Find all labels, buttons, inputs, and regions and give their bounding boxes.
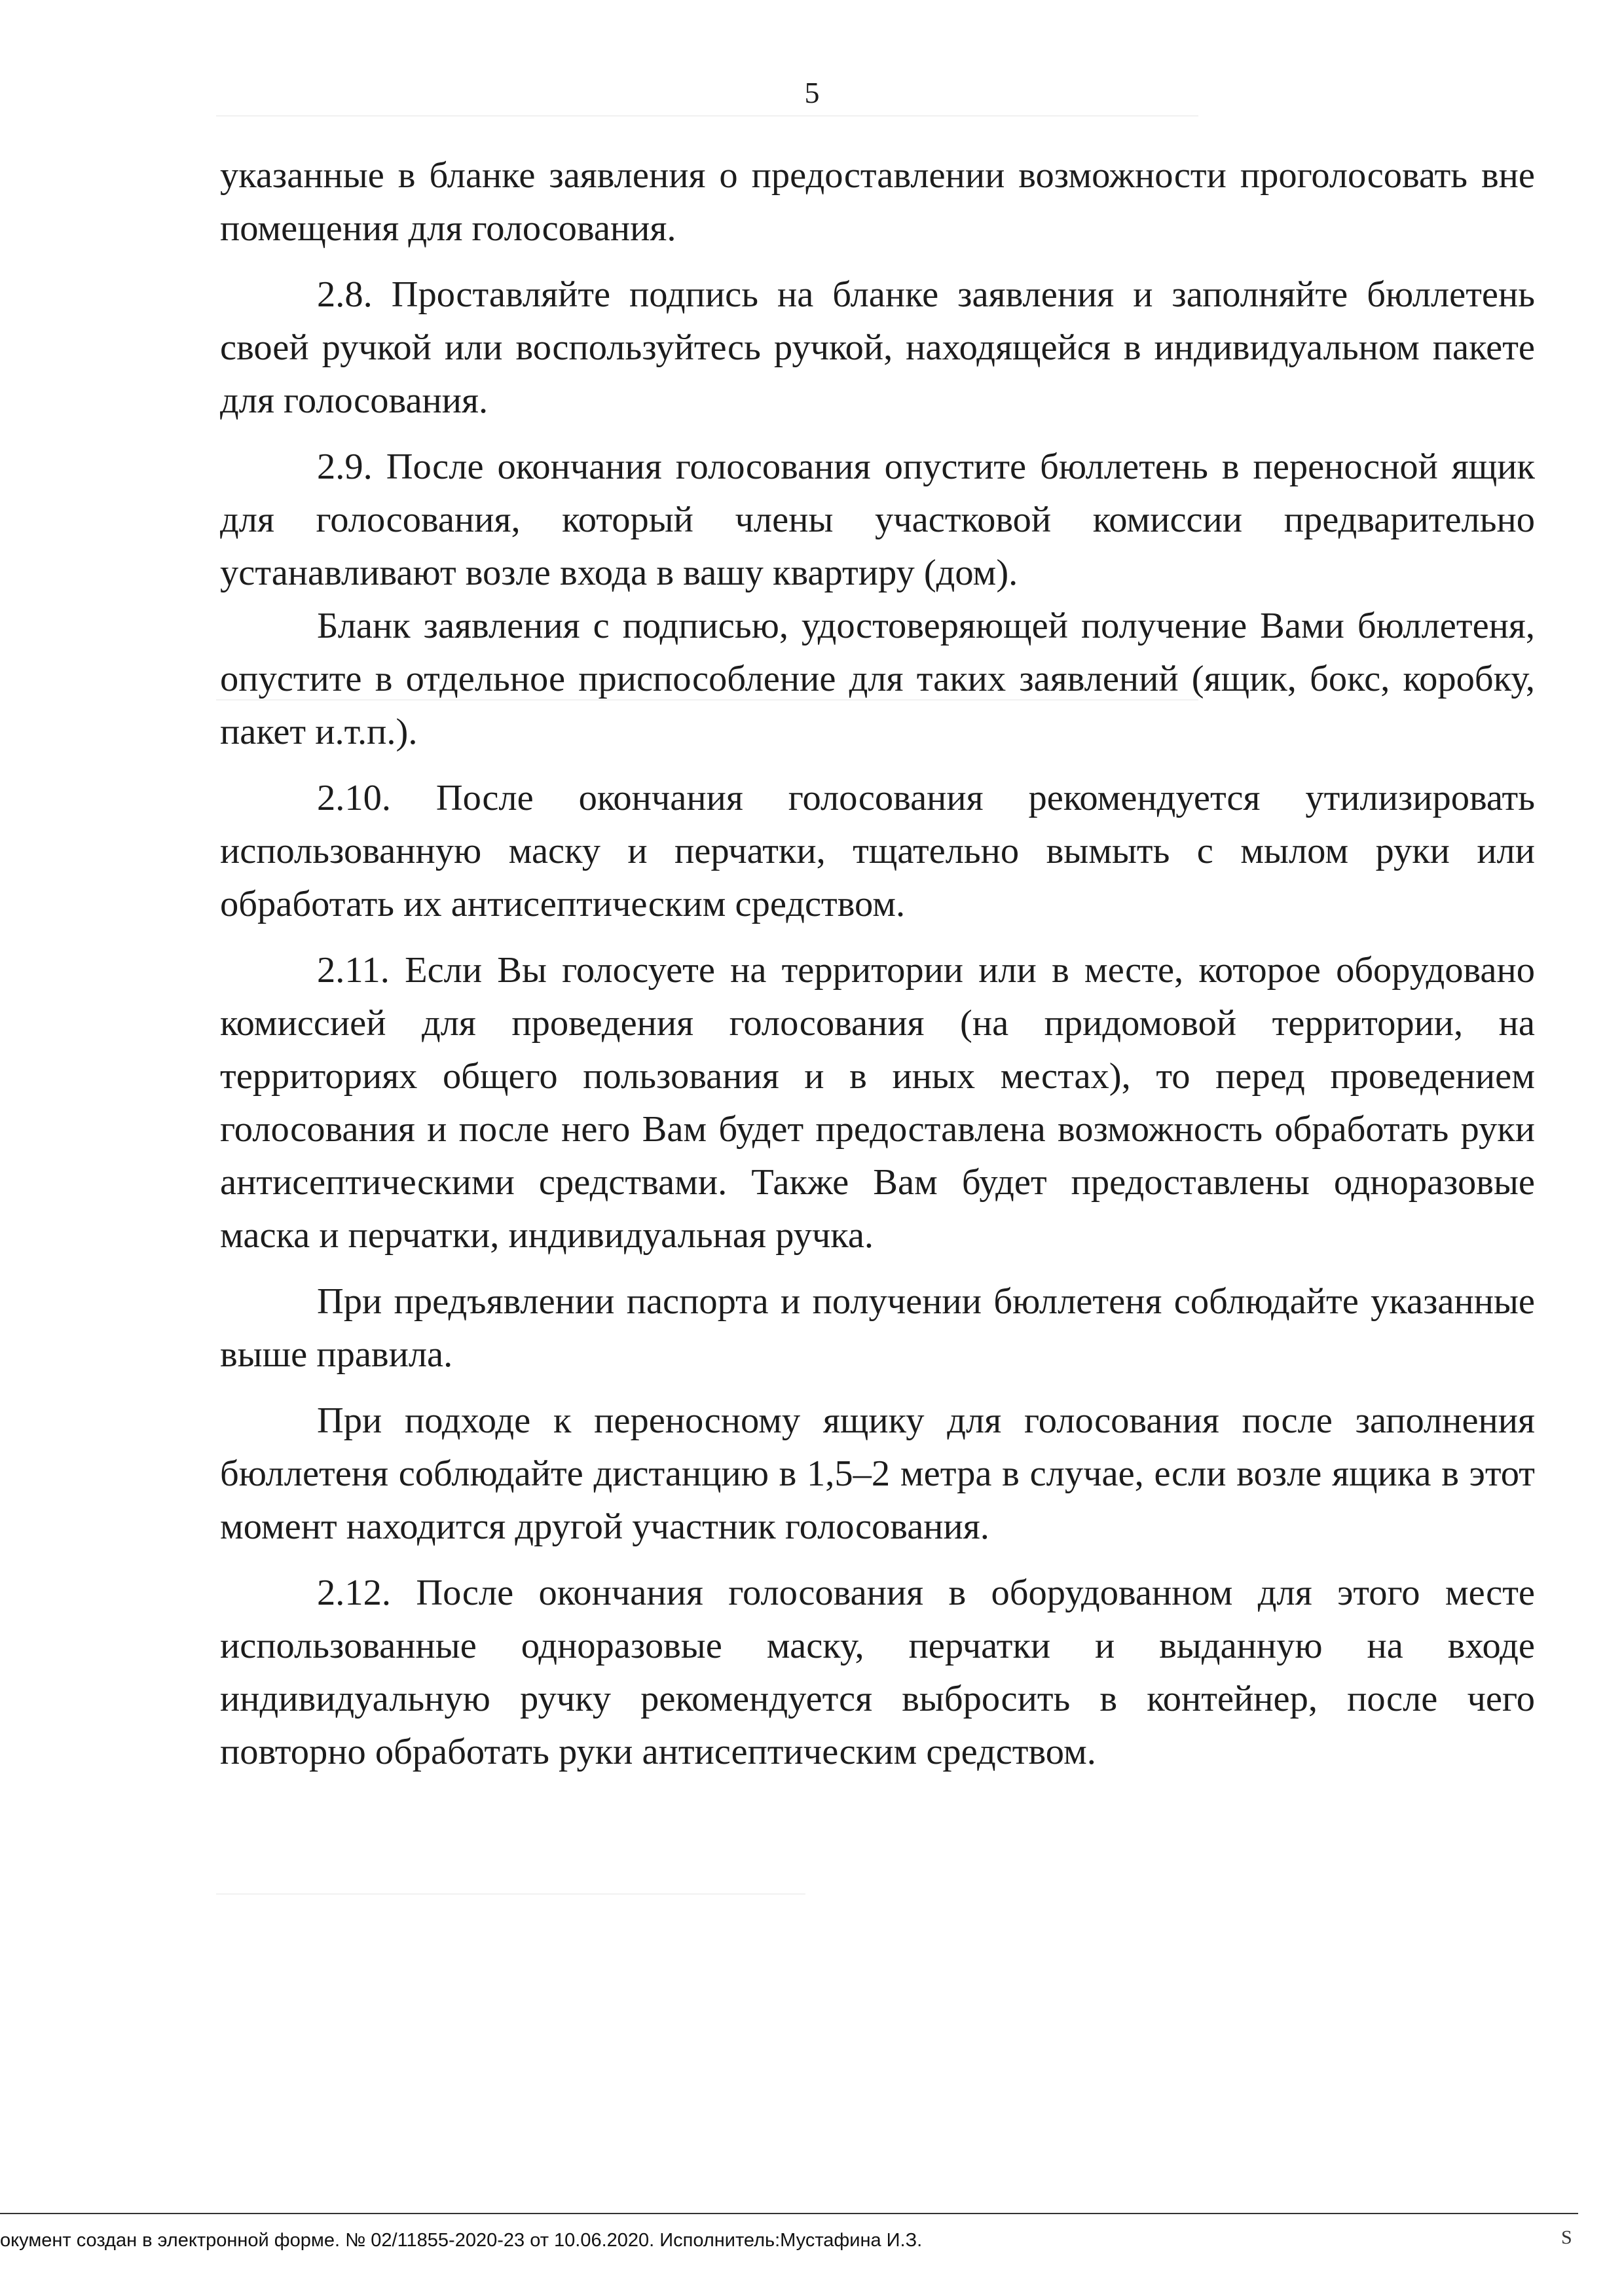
paragraph-distance: При подходе к переносному ящику для голосования после заполнения бюллетеня соблюдайте дистанцию в 1,5–2 метра в случае, если возле ящика в этот момент находится другой участник голосования. bbox=[220, 1400, 1535, 1547]
paragraph-passport: При предъявлении паспорта и получении бюллетеня соблюдайте указанные выше правила. bbox=[220, 1281, 1535, 1375]
scan-artifact-line bbox=[216, 115, 1198, 117]
page-number: 5 bbox=[804, 76, 820, 109]
paragraph-blank-zayavleniya: Бланк заявления с подписью, удостоверяющей получение Вами бюллетеня, опустите в отдельное приспособление для таких заявлений (ящик, бокс, коробку, пакет и.т.п.). bbox=[220, 606, 1535, 752]
footer-divider bbox=[0, 2213, 1578, 2214]
electronic-document-footer: окумент создан в электронной форме. № 02/11855-2020-23 от 10.06.2020. Исполнитель:Мустафина И.З. bbox=[0, 2230, 923, 2251]
paragraph-2-8: 2.8. Проставляйте подпись на бланке заявления и заполняйте бюллетень своей ручкой или воспользуйтесь ручкой, находящейся в индивидуальном пакете для голосования. bbox=[220, 274, 1535, 421]
document-body bbox=[220, 149, 1535, 1779]
paragraph-2-9: 2.9. После окончания голосования опустите бюллетень в переносной ящик для голосования, который члены участковой комиссии предварительно устанавливают возле входа в вашу квартиру (дом). bbox=[220, 446, 1535, 593]
paragraph-2-10: 2.10. После окончания голосования рекомендуется утилизировать использованную маску и перчатки, тщательно вымыть с мылом руки или обработать их антисептическим средством. bbox=[220, 778, 1535, 924]
scan-artifact-line bbox=[216, 1893, 805, 1895]
paragraph-2-12: 2.12. После окончания голосования в оборудованном для этого месте использованные одноразовые маску, перчатки и выданную на входе индивидуальную ручку рекомендуется выбросить в контейнер, после чего повторно обработать руки антисептическим средством. bbox=[220, 1573, 1535, 1772]
paragraph-continuation: указанные в бланке заявления о предоставлении возможности проголосовать вне помещения для голосования. bbox=[220, 155, 1535, 249]
paragraph-2-11: 2.11. Если Вы голосуете на территории или в месте, которое оборудовано комиссией для проведения голосования (на придомовой территории, на территориях общего пользования и в иных местах), то перед проведением голосования и после него Вам будет предоставлена возможность обработать руки антисептическими средствами. Также Вам будет предоставлены одноразовые маска и перчатки, индивидуальная ручка. bbox=[220, 950, 1535, 1256]
corner-mark: S bbox=[1561, 2227, 1572, 2248]
